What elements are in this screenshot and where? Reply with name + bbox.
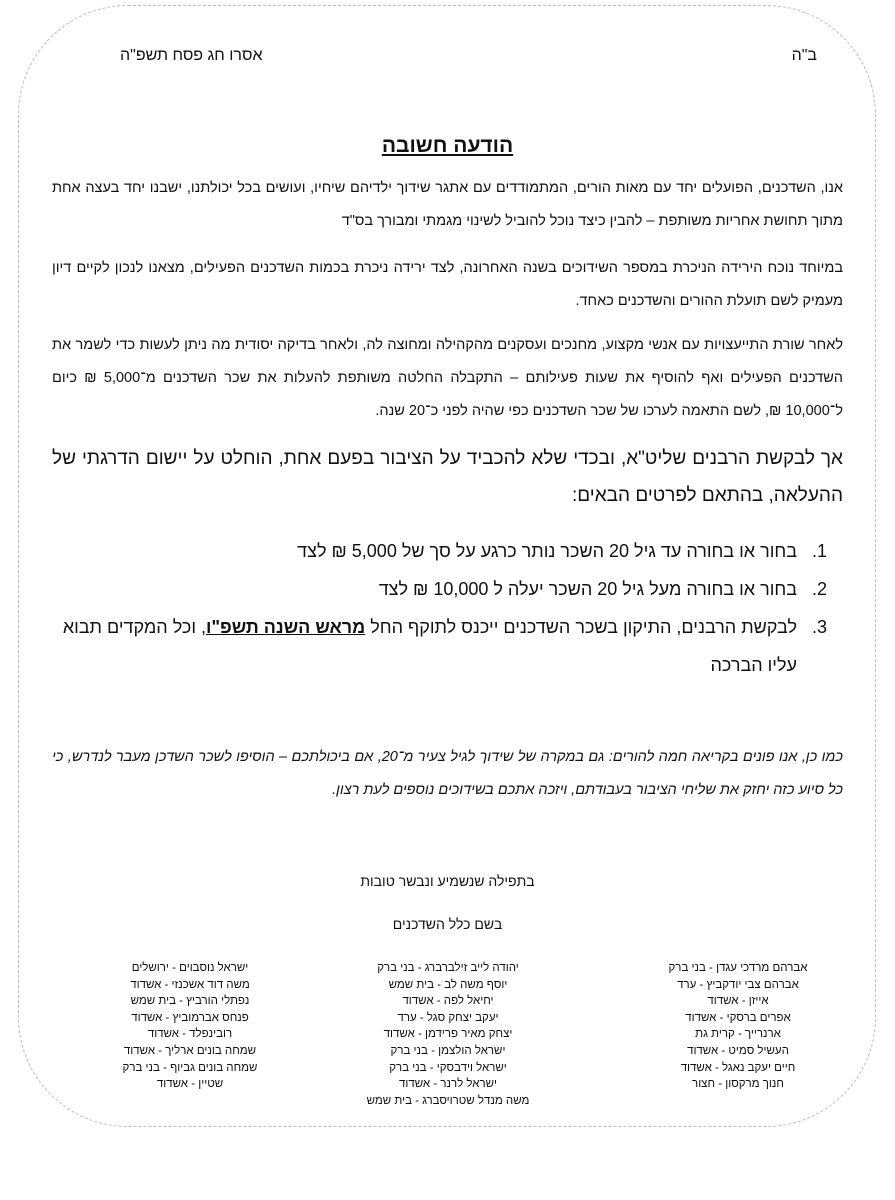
paragraph-2: במיוחד נוכח הירידה הניכרת במספר השידוכים בשנה האחרונה, לצד ירידה ניכרת בכמות השדכנים הפעילים, מצאנו לנכון לקיים דיון מעמיק לשם תועלת ההורים והשדכנים כאחד.	[52, 260, 843, 309]
list-number: 2.	[811, 579, 827, 599]
signatories-column	[338, 960, 558, 1109]
list-text: בחור או בחורה עד גיל 20 השכר נותר כרגע על סך של 5,000 ₪ לצד	[297, 541, 797, 561]
signatory: שמחה בונים גביוף - בני ברק	[122, 1061, 258, 1074]
decision-list	[52, 532, 827, 684]
list-item	[52, 532, 827, 570]
list-item	[52, 570, 827, 608]
signatory: אברהם צבי יודקביץ - ערד	[677, 978, 799, 991]
signatory: יצחק מאיר פרידמן - אשדוד	[383, 1028, 513, 1041]
signatory: חנוך מרקסון - חצור	[692, 1078, 784, 1091]
signatory: ישראל לרנר - אשדוד	[399, 1078, 497, 1091]
signatory: משה דוד אשכנזי - אשדוד	[130, 978, 250, 991]
signatory: ארנרייך - קרית גת	[695, 1028, 781, 1041]
signatory: יעקב יצחק סגל - ערד	[397, 1011, 499, 1024]
signatory: ישראל וידבסקי - בני ברק	[389, 1061, 507, 1074]
signatory: יוסף משה לב - בית שמש	[388, 978, 508, 991]
closing-line: בתפילה שנשמיע ונבשר טובות	[360, 873, 535, 889]
effective-date: מראש השנה תשפ"ו	[206, 617, 366, 637]
list-number: 3.	[811, 617, 827, 637]
signatory: אפרים ברסקי - אשדוד	[685, 1011, 791, 1024]
signatory: נפתלי הורביץ - בית שמש	[130, 995, 250, 1008]
signatory: העשיל סמיט - אשדוד	[687, 1044, 789, 1057]
header-bh: ב"ה	[791, 47, 817, 64]
signatory: שמחה בונים ארליך - אשדוד	[123, 1044, 257, 1057]
signatory: חיים יעקב נאגל - אשדוד	[680, 1061, 796, 1074]
signatories-column	[80, 960, 300, 1093]
list-number: 1.	[811, 541, 827, 561]
signatory: שטיין - אשדוד	[156, 1078, 224, 1091]
paragraph-3: לאחר שורת התייעצויות עם אנשי מקצוע, מחנכים ועסקנים מהקהילה ומחוצה לה, ולאחר בדיקה יסודית מה ניתן לעשות כדי לשמר את השדכנים הפעילים ואף להוסיף את שעות פעילותם – התקבלה החלטה משותפת להעלות את שכר השדכנים מ־5,000 ₪ כיום ל־10,000 ₪, לשם התאמה לערכו של שכר השדכנים כפי שהיה לפני כ־20 שנה.	[52, 337, 843, 419]
signatory: יחיאל לפה - אשדוד	[402, 995, 494, 1008]
signatory: אייזן - אשדוד	[707, 995, 769, 1008]
big-paragraph: אך לבקשת הרבנים שליט"א, ובכדי שלא להכביד על הציבור בפעם אחת, הוחלט על יישום הדרגתי של ההעלאה, בהתאם לפרטים הבאים:	[52, 448, 843, 506]
signatory: ישראל נוסבוים - ירושלים	[131, 962, 249, 974]
signatory: ישראל הולצמן - בני ברק	[390, 1044, 506, 1057]
signatory: משה מנדל שטרויסברג - בית שמש	[366, 1094, 530, 1107]
signatory: יהודה לייב זילברברג - בני ברק	[377, 962, 519, 974]
list-text: , וכל המקדים תבוא עליו הברכה	[62, 617, 797, 675]
document-title: הודעה חשובה	[381, 134, 514, 157]
list-item	[52, 608, 827, 684]
paragraph-1: אנו, השדכנים, הפועלים יחד עם מאות הורים, המתמודדים עם אתגר שידוך ילדיהם שיחיו, ועושים בכל יכולתנו, ישבנו יחד בעצה אחת מתוך תחושת אחריות משותפת – להבין כיצד נוכל להוביל לשינוי מגמתי ומבורך בס"ד	[52, 180, 843, 229]
list-text: בחור או בחורה מעל גיל 20 השכר יעלה ל 10,000 ₪ לצד	[378, 579, 797, 599]
signatory: פנחס אברמוביץ - אשדוד	[131, 1011, 249, 1024]
header-date: אסרו חג פסח תשפ"ה	[120, 47, 263, 64]
signatory: אברהם מרדכי עגדן - בני ברק	[668, 962, 808, 974]
list-text: לבקשת הרבנים, התיקון בשכר השדכנים ייכנס לתוקף החל	[365, 617, 797, 637]
signatories-column	[628, 960, 848, 1093]
italic-paragraph: כמו כן, אנו פונים בקריאה חמה להורים: גם במקרה של שידוך לגיל צעיר מ־20, אם ביכולתכם – הוסיפו לשכר השדכן מעבר לנדרש, כי כל סיוע כזה יחזק את שליחי הציבור בעבודתם, ויזכה אתכם בשידוכים נוספים לעת רצון.	[52, 749, 843, 798]
closing-line: בשם כלל השדכנים	[392, 916, 503, 932]
signatory: רובינפלד - אשדוד	[147, 1028, 233, 1041]
